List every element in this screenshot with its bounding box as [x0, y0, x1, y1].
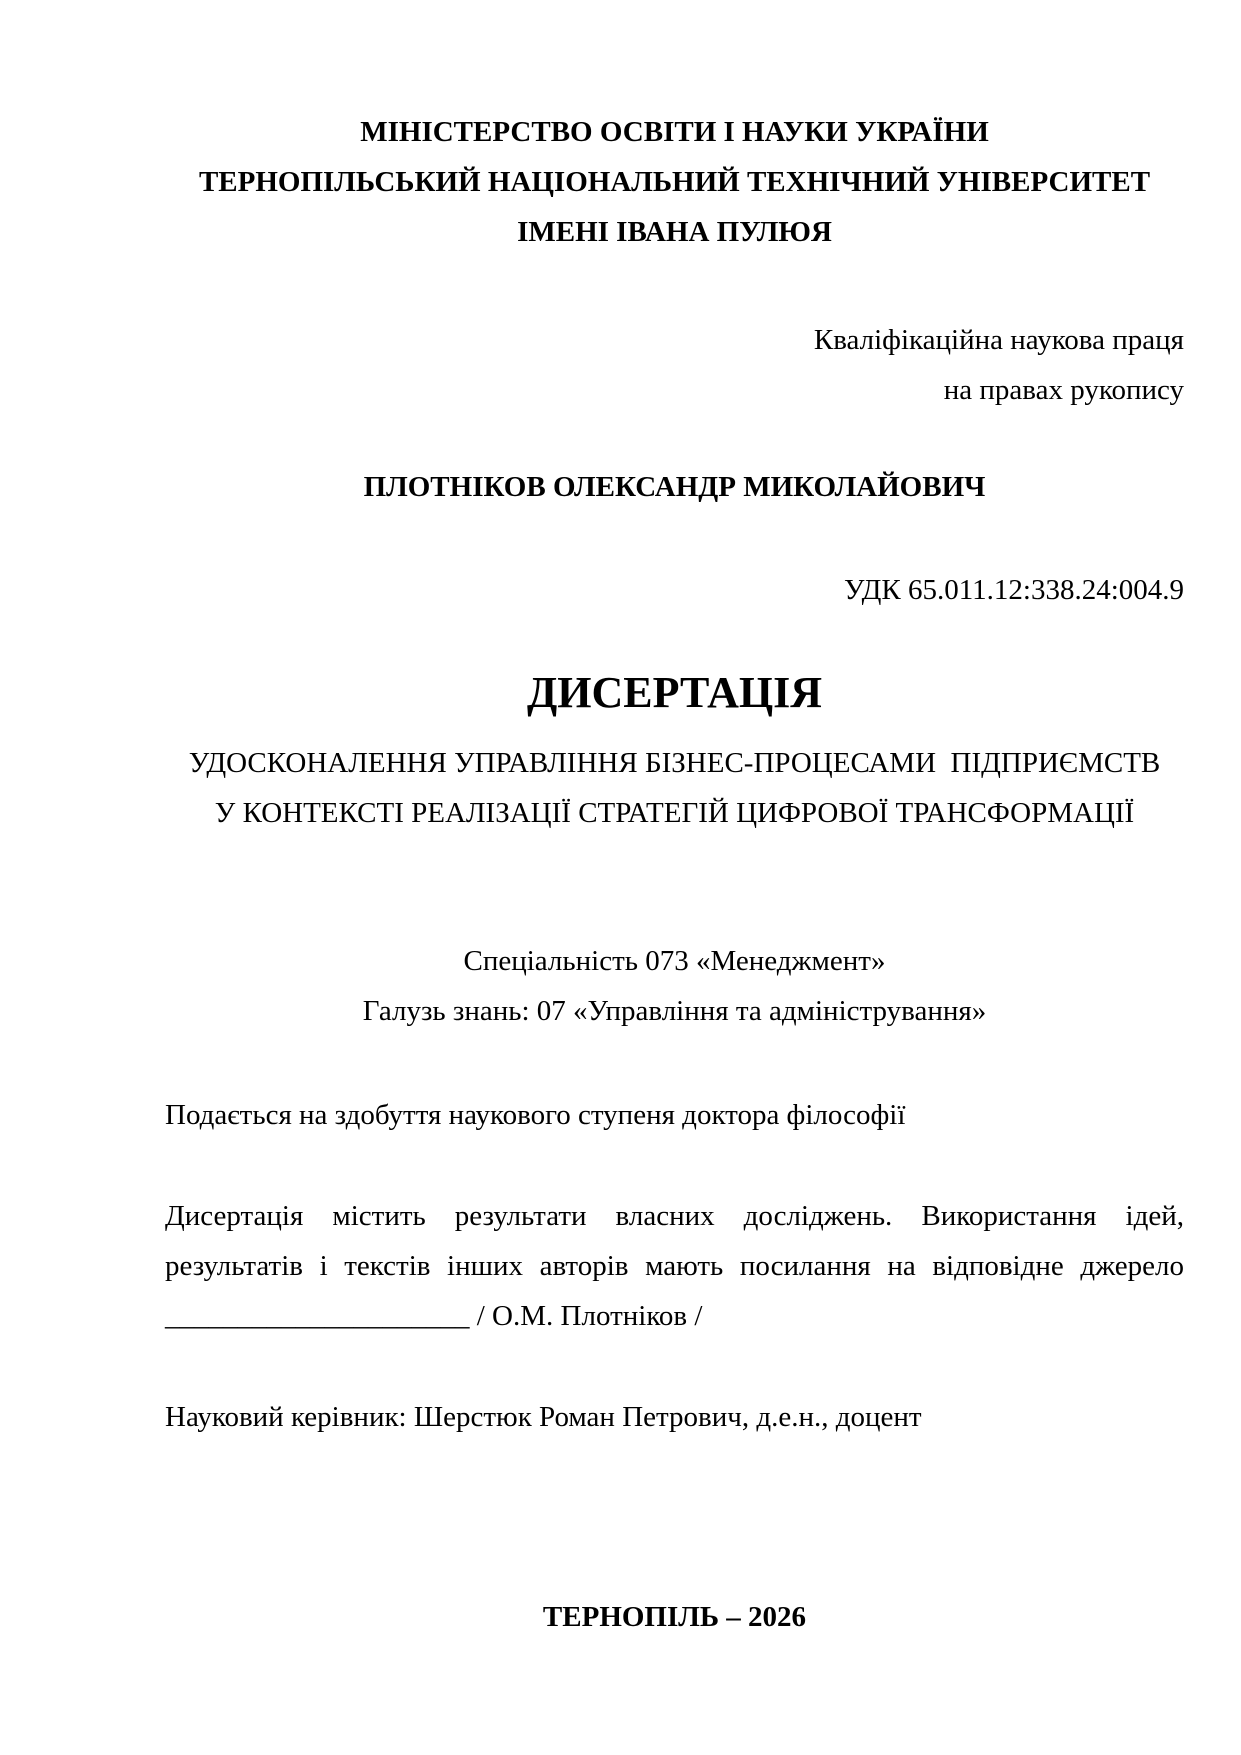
specialty-line: Спеціальність 073 «Менеджмент»: [463, 945, 886, 977]
submission-statement: Подається на здобуття наукового ступеня доктора філософії: [165, 1099, 906, 1131]
document-type-heading: ДИСЕРТАЦІЯ: [526, 668, 823, 717]
udc-code: УДК 65.011.12:338.24:004.9: [843, 574, 1184, 606]
university-name-line1: ТЕРНОПІЛЬСЬКИЙ НАЦІОНАЛЬНИЙ ТЕХНІЧНИЙ УНІВЕРСИТЕТ: [198, 166, 1151, 198]
declaration-block: [165, 1191, 1184, 1341]
specialty-block: [165, 936, 1184, 1036]
institution-header: [165, 107, 1184, 257]
university-name-line2: ІМЕНІ ІВАНА ПУЛЮЯ: [517, 216, 832, 248]
dissertation-title-line2: У КОНТЕКСТІ РЕАЛІЗАЦІЇ СТРАТЕГІЙ ЦИФРОВОЇ ТРАНСФОРМАЦІЇ: [214, 797, 1135, 829]
author-name: ПЛОТНІКОВ ОЛЕКСАНДР МИКОЛАЙОВИЧ: [363, 471, 986, 503]
declaration-line1: Дисертація містить результати власних досліджень. Використання ідей,: [165, 1200, 1184, 1232]
dissertation-title-line1: УДОСКОНАЛЕННЯ УПРАВЛІННЯ БІЗНЕС-ПРОЦЕСАМИ ПІДПРИЄМСТВ: [188, 747, 1161, 779]
declaration-line2: результатів і текстів інших авторів мають посилання на відповідне джерело: [165, 1250, 1184, 1282]
qualification-note: [165, 315, 1184, 415]
signature-line: _____________________ / О.М. Плотніков /: [165, 1300, 703, 1332]
qualification-note-line1: Кваліфікаційна наукова праця: [813, 324, 1184, 356]
qualification-note-line2: на правах рукопису: [943, 374, 1184, 406]
dissertation-title: [165, 738, 1184, 838]
supervisor-line: Науковий керівник: Шерстюк Роман Петрович, д.е.н., доцент: [165, 1401, 922, 1433]
field-of-knowledge-line: Галузь знань: 07 «Управління та адміністрування»: [362, 995, 987, 1027]
ministry-name: МІНІСТЕРСТВО ОСВІТИ І НАУКИ УКРАЇНИ: [360, 116, 989, 148]
city-year-line: ТЕРНОПІЛЬ – 2026: [542, 1601, 807, 1633]
